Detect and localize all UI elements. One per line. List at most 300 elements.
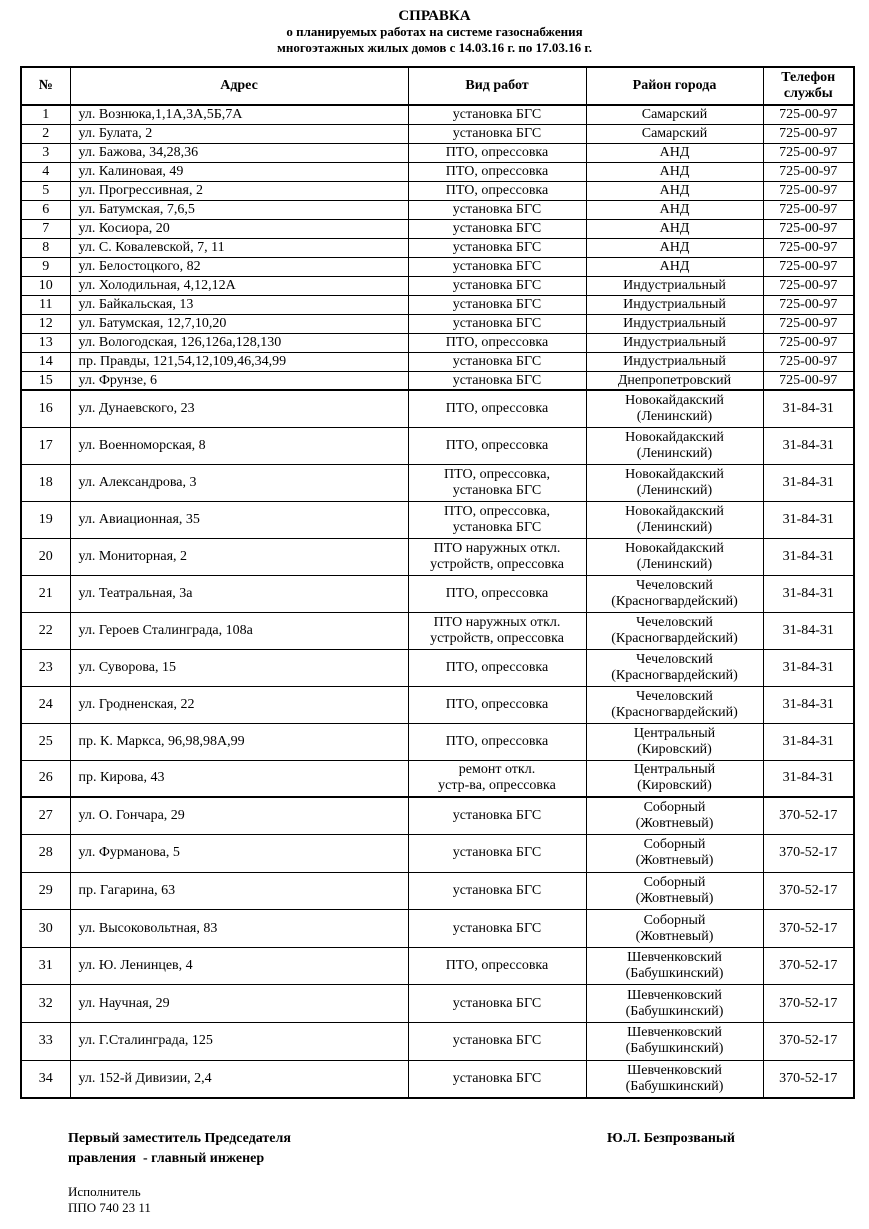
table-header-row <box>21 67 854 105</box>
row-work-type <box>408 985 586 1023</box>
row-work-type-line: устройств, опрессовка <box>430 556 564 572</box>
row-work-type <box>408 181 586 200</box>
table-row <box>21 295 854 314</box>
row-district-line: Новокайдакский <box>625 466 724 482</box>
row-work-type <box>408 390 586 427</box>
row-work-type-line: установка БГС <box>452 845 542 861</box>
row-work-type <box>408 314 586 333</box>
row-work-type-line: ремонт откл. <box>458 762 536 778</box>
row-work-type-line: установка БГС <box>452 221 542 236</box>
table-group-318431 <box>21 390 854 797</box>
row-district-line: Индустриальный <box>623 354 726 369</box>
row-district-line: (Ленинский) <box>636 408 713 424</box>
row-work-type <box>408 723 586 760</box>
document-header <box>0 8 869 56</box>
row-work-type <box>408 872 586 910</box>
row-district-line: АНД <box>659 145 690 160</box>
row-work-type-line: ПТО наружных откл. <box>433 614 561 630</box>
row-phone: 31-84-31 <box>763 723 854 760</box>
row-address: ул. Байкальская, 13 <box>70 295 408 314</box>
document-title: СПРАВКА <box>398 8 471 24</box>
row-phone: 370-52-17 <box>763 947 854 985</box>
row-address: ул. Холодильная, 4,12,12А <box>70 276 408 295</box>
row-district-line: (Красногвардейский) <box>611 593 738 609</box>
row-phone: 31-84-31 <box>763 390 854 427</box>
row-district-line: Чечеловский <box>636 614 713 630</box>
row-work-type <box>408 352 586 371</box>
row-number: 3 <box>21 143 70 162</box>
row-work-type <box>408 162 586 181</box>
row-work-type <box>408 575 586 612</box>
row-work-type <box>408 835 586 873</box>
row-address: ул. Научная, 29 <box>70 985 408 1023</box>
row-work-type <box>408 612 586 649</box>
row-work-type-line: установка БГС <box>452 240 542 255</box>
row-district <box>586 649 763 686</box>
row-number: 12 <box>21 314 70 333</box>
row-district-line: Индустриальный <box>623 316 726 331</box>
row-district <box>586 352 763 371</box>
row-phone: 370-52-17 <box>763 910 854 948</box>
row-number: 32 <box>21 985 70 1023</box>
row-phone: 725-00-97 <box>763 143 854 162</box>
row-address: ул. Дунаевского, 23 <box>70 390 408 427</box>
row-district <box>586 575 763 612</box>
executor-label: Исполнитель <box>68 1184 141 1199</box>
row-phone: 370-52-17 <box>763 985 854 1023</box>
row-phone: 370-52-17 <box>763 797 854 835</box>
row-work-type-line: ПТО, опрессовка <box>445 335 549 350</box>
row-district-line: (Бабушкинский) <box>625 1078 724 1094</box>
row-district <box>586 257 763 276</box>
row-district-line: Соборный <box>643 837 706 853</box>
row-work-type <box>408 947 586 985</box>
table-group-725 <box>21 105 854 390</box>
table-row <box>21 105 854 124</box>
row-number: 4 <box>21 162 70 181</box>
row-district <box>586 181 763 200</box>
row-district <box>586 143 763 162</box>
row-district-line: Чечеловский <box>636 577 713 593</box>
table-row <box>21 538 854 575</box>
table-row <box>21 947 854 985</box>
row-work-type <box>408 538 586 575</box>
row-district <box>586 295 763 314</box>
row-district-line: Новокайдакский <box>625 392 724 408</box>
row-district <box>586 835 763 873</box>
row-district-line: (Жовтневый) <box>635 816 714 832</box>
row-address: пр. Кирова, 43 <box>70 760 408 797</box>
table-row <box>21 612 854 649</box>
row-work-type-line: ПТО, опрессовка <box>445 164 549 179</box>
col-header-phone-line-1: Телефон <box>781 70 836 85</box>
row-number: 18 <box>21 464 70 501</box>
row-district-line: Индустриальный <box>623 297 726 312</box>
row-work-type <box>408 464 586 501</box>
table-row <box>21 985 854 1023</box>
col-header-district: Район города <box>586 67 763 105</box>
row-work-type-line: ПТО, опрессовка <box>445 585 549 601</box>
row-number: 33 <box>21 1023 70 1061</box>
row-phone: 725-00-97 <box>763 105 854 124</box>
table-group-3705217 <box>21 797 854 1098</box>
row-work-type <box>408 910 586 948</box>
row-address: ул. О. Гончара, 29 <box>70 797 408 835</box>
row-number: 19 <box>21 501 70 538</box>
executor-name: ППО 740 23 11 <box>68 1200 151 1215</box>
row-district-line: (Жовтневый) <box>635 928 714 944</box>
row-number: 27 <box>21 797 70 835</box>
row-district-line: АНД <box>659 202 690 217</box>
signer-name: Ю.Л. Безпрозваный <box>607 1131 735 1146</box>
row-phone: 725-00-97 <box>763 257 854 276</box>
row-number: 14 <box>21 352 70 371</box>
row-district <box>586 390 763 427</box>
row-district-line: (Кировский) <box>637 741 712 757</box>
row-address: ул. Театральная, 3а <box>70 575 408 612</box>
row-number: 2 <box>21 124 70 143</box>
row-district-line: Соборный <box>643 800 706 816</box>
table-row <box>21 760 854 797</box>
row-work-type-line: устр-ва, опрессовка <box>438 778 556 794</box>
row-district-line: Самарский <box>641 107 708 123</box>
row-district-line: (Красногвардейский) <box>611 704 738 720</box>
row-district-line: Индустриальный <box>623 278 726 293</box>
row-district <box>586 464 763 501</box>
row-work-type-line: устройств, опрессовка <box>430 630 564 646</box>
row-address: ул. Калиновая, 49 <box>70 162 408 181</box>
row-district-line: АНД <box>659 259 690 274</box>
row-address: ул. Прогрессивная, 2 <box>70 181 408 200</box>
row-work-type <box>408 295 586 314</box>
row-phone: 725-00-97 <box>763 333 854 352</box>
row-address: пр. Гагарина, 63 <box>70 872 408 910</box>
row-number: 24 <box>21 686 70 723</box>
row-work-type-line: установка БГС <box>452 259 542 274</box>
row-district-line: Шевченковский <box>627 1025 722 1041</box>
row-address: ул. Батумская, 12,7,10,20 <box>70 314 408 333</box>
row-phone: 370-52-17 <box>763 835 854 873</box>
row-district <box>586 371 763 390</box>
document-subtitle-line-1: о планируемых работах на системе газоснабжения <box>286 24 583 39</box>
row-work-type <box>408 1060 586 1098</box>
table-row <box>21 276 854 295</box>
row-district-line: Соборный <box>643 874 706 890</box>
row-work-type <box>408 143 586 162</box>
row-work-type <box>408 238 586 257</box>
row-work-type-line: ПТО, опрессовка <box>445 733 549 749</box>
row-number: 31 <box>21 947 70 985</box>
row-district-line: Самарский <box>641 126 708 141</box>
row-work-type-line: ПТО, опрессовка <box>445 400 549 416</box>
table-row <box>21 723 854 760</box>
row-district-line: Чечеловский <box>636 688 713 704</box>
row-address: пр. К. Маркса, 96,98,98А,99 <box>70 723 408 760</box>
row-work-type <box>408 1023 586 1061</box>
table-row <box>21 464 854 501</box>
document-subtitle-line-2: многоэтажных жилых домов с 14.03.16 г. по 17.03.16 г. <box>276 40 592 55</box>
row-number: 13 <box>21 333 70 352</box>
row-work-type-line: ПТО, опрессовка, <box>444 466 550 482</box>
row-number: 7 <box>21 219 70 238</box>
row-district-line: (Красногвардейский) <box>611 630 738 646</box>
row-number: 21 <box>21 575 70 612</box>
table-row <box>21 686 854 723</box>
row-phone: 725-00-97 <box>763 276 854 295</box>
table-row <box>21 371 854 390</box>
row-work-type-line: установка БГС <box>452 297 542 312</box>
row-address: ул. Фурманова, 5 <box>70 835 408 873</box>
row-number: 9 <box>21 257 70 276</box>
row-phone: 725-00-97 <box>763 124 854 143</box>
row-work-type <box>408 427 586 464</box>
row-address: ул. 152-й Дивизии, 2,4 <box>70 1060 408 1098</box>
row-work-type-line: ПТО, опрессовка <box>445 696 549 712</box>
table-row <box>21 238 854 257</box>
row-district <box>586 333 763 352</box>
row-number: 20 <box>21 538 70 575</box>
row-address: ул. Вознюка,1,1А,3А,5Б,7А <box>70 105 408 124</box>
row-address: ул. Г.Сталинграда, 125 <box>70 1023 408 1061</box>
row-district <box>586 947 763 985</box>
row-work-type-line: ПТО, опрессовка <box>445 145 549 160</box>
row-work-type <box>408 501 586 538</box>
row-work-type-line: установка БГС <box>452 1033 542 1049</box>
row-phone: 370-52-17 <box>763 872 854 910</box>
row-address: ул. Военноморская, 8 <box>70 427 408 464</box>
row-address: ул. Гродненская, 22 <box>70 686 408 723</box>
table-row <box>21 835 854 873</box>
row-district-line: Шевченковский <box>627 950 722 966</box>
signer-title-line-1: Первый заместитель Председателя <box>68 1131 291 1146</box>
row-number: 23 <box>21 649 70 686</box>
row-address: ул. Мониторная, 2 <box>70 538 408 575</box>
row-district <box>586 276 763 295</box>
row-phone: 31-84-31 <box>763 649 854 686</box>
row-phone: 370-52-17 <box>763 1023 854 1061</box>
row-work-type-line: установка БГС <box>452 372 542 388</box>
row-district <box>586 985 763 1023</box>
row-phone: 31-84-31 <box>763 464 854 501</box>
row-address: ул. Высоковольтная, 83 <box>70 910 408 948</box>
executor-block <box>68 1184 151 1216</box>
row-work-type <box>408 686 586 723</box>
row-district-line: Шевченковский <box>627 987 722 1003</box>
row-district <box>586 538 763 575</box>
row-work-type-line: установка БГС <box>452 808 542 824</box>
row-district <box>586 1023 763 1061</box>
table-row <box>21 143 854 162</box>
row-work-type <box>408 760 586 797</box>
row-phone: 725-00-97 <box>763 181 854 200</box>
row-address: ул. С. Ковалевской, 7, 11 <box>70 238 408 257</box>
row-phone: 725-00-97 <box>763 219 854 238</box>
row-district <box>586 200 763 219</box>
row-work-type <box>408 797 586 835</box>
row-district <box>586 162 763 181</box>
table-row <box>21 314 854 333</box>
row-phone: 725-00-97 <box>763 314 854 333</box>
signer-title <box>68 1129 291 1169</box>
table-row <box>21 200 854 219</box>
row-district <box>586 612 763 649</box>
table-row <box>21 352 854 371</box>
table-row <box>21 257 854 276</box>
row-district-line: Днепропетровский <box>617 372 732 388</box>
row-address: ул. Авиационная, 35 <box>70 501 408 538</box>
row-district-line: АНД <box>659 183 690 198</box>
row-work-type-line: установка БГС <box>452 995 542 1011</box>
table-row <box>21 427 854 464</box>
row-district <box>586 872 763 910</box>
table-row <box>21 333 854 352</box>
table-row <box>21 575 854 612</box>
row-district-line: АНД <box>659 164 690 179</box>
row-phone: 31-84-31 <box>763 427 854 464</box>
row-work-type <box>408 276 586 295</box>
row-phone: 31-84-31 <box>763 612 854 649</box>
row-number: 25 <box>21 723 70 760</box>
row-number: 5 <box>21 181 70 200</box>
row-number: 1 <box>21 105 70 124</box>
row-district <box>586 105 763 124</box>
row-district <box>586 219 763 238</box>
row-work-type-line: ПТО, опрессовка <box>445 958 549 974</box>
row-number: 22 <box>21 612 70 649</box>
row-district <box>586 238 763 257</box>
row-phone: 725-00-97 <box>763 371 854 390</box>
row-district <box>586 1060 763 1098</box>
row-address: ул. Ю. Ленинцев, 4 <box>70 947 408 985</box>
row-work-type-line: установка БГС <box>452 278 542 293</box>
row-district <box>586 314 763 333</box>
row-district-line: Индустриальный <box>623 335 726 350</box>
row-district <box>586 910 763 948</box>
row-district-line: Чечеловский <box>636 651 713 667</box>
row-address: ул. Бажова, 34,28,36 <box>70 143 408 162</box>
table-row <box>21 181 854 200</box>
table-row <box>21 219 854 238</box>
table-row <box>21 797 854 835</box>
row-district-line: (Ленинский) <box>636 445 713 461</box>
row-district-line: АНД <box>659 221 690 236</box>
row-phone: 725-00-97 <box>763 200 854 219</box>
row-number: 29 <box>21 872 70 910</box>
row-district-line: (Ленинский) <box>636 519 713 535</box>
row-work-type-line: установка БГС <box>452 316 542 331</box>
row-district-line: (Бабушкинский) <box>625 1003 724 1019</box>
row-district-line: Центральный <box>633 762 716 778</box>
row-district-line: Центральный <box>633 725 716 741</box>
row-address: ул. Вологодская, 126,126а,128,130 <box>70 333 408 352</box>
row-work-type-line: установка БГС <box>452 107 542 123</box>
row-work-type-line: установка БГС <box>452 482 542 498</box>
row-work-type-line: установка БГС <box>452 519 542 535</box>
col-header-phone-line-2: службы <box>783 86 833 101</box>
row-work-type-line: ПТО наружных откл. <box>433 540 561 556</box>
row-district <box>586 427 763 464</box>
row-work-type <box>408 124 586 143</box>
works-table <box>20 66 855 1099</box>
row-phone: 31-84-31 <box>763 760 854 797</box>
row-work-type-line: установка БГС <box>452 126 542 141</box>
table-row <box>21 649 854 686</box>
table-row <box>21 1060 854 1098</box>
row-district-line: (Бабушкинский) <box>625 966 724 982</box>
row-work-type-line: ПТО, опрессовка <box>445 183 549 198</box>
col-header-num: № <box>21 67 70 105</box>
row-number: 16 <box>21 390 70 427</box>
row-phone: 725-00-97 <box>763 238 854 257</box>
row-work-type-line: установка БГС <box>452 920 542 936</box>
table-row <box>21 390 854 427</box>
row-work-type <box>408 105 586 124</box>
row-work-type <box>408 219 586 238</box>
row-district <box>586 501 763 538</box>
row-district-line: Шевченковский <box>627 1062 722 1078</box>
table-row <box>21 501 854 538</box>
row-district-line: (Ленинский) <box>636 482 713 498</box>
row-address: ул. Суворова, 15 <box>70 649 408 686</box>
row-district <box>586 686 763 723</box>
row-work-type <box>408 333 586 352</box>
row-district-line: Новокайдакский <box>625 540 724 556</box>
row-phone: 31-84-31 <box>763 686 854 723</box>
row-number: 8 <box>21 238 70 257</box>
row-number: 15 <box>21 371 70 390</box>
row-address: ул. Косиора, 20 <box>70 219 408 238</box>
row-district <box>586 124 763 143</box>
row-district-line: (Жовтневый) <box>635 890 714 906</box>
table-row <box>21 910 854 948</box>
row-district-line: Соборный <box>643 912 706 928</box>
row-district <box>586 797 763 835</box>
row-work-type-line: установка БГС <box>452 202 542 217</box>
row-address: ул. Александрова, 3 <box>70 464 408 501</box>
row-number: 28 <box>21 835 70 873</box>
row-address: ул. Батумская, 7,6,5 <box>70 200 408 219</box>
row-number: 10 <box>21 276 70 295</box>
row-phone: 370-52-17 <box>763 1060 854 1098</box>
row-work-type-line: установка БГС <box>452 354 542 369</box>
table-row <box>21 872 854 910</box>
row-number: 30 <box>21 910 70 948</box>
row-phone: 31-84-31 <box>763 538 854 575</box>
row-address: ул. Фрунзе, 6 <box>70 371 408 390</box>
table-row <box>21 1023 854 1061</box>
row-number: 17 <box>21 427 70 464</box>
row-phone: 725-00-97 <box>763 295 854 314</box>
row-number: 34 <box>21 1060 70 1098</box>
table-row <box>21 162 854 181</box>
row-district-line: (Бабушкинский) <box>625 1041 724 1057</box>
row-district-line: (Ленинский) <box>636 556 713 572</box>
row-district <box>586 723 763 760</box>
row-work-type <box>408 371 586 390</box>
row-number: 6 <box>21 200 70 219</box>
row-phone: 31-84-31 <box>763 501 854 538</box>
row-number: 11 <box>21 295 70 314</box>
row-district-line: (Кировский) <box>637 778 712 794</box>
col-header-address: Адрес <box>70 67 408 105</box>
row-district-line: АНД <box>659 240 690 255</box>
row-work-type <box>408 257 586 276</box>
row-district-line: (Жовтневый) <box>635 853 714 869</box>
row-district-line: Новокайдакский <box>625 503 724 519</box>
col-header-phone <box>763 67 854 105</box>
row-number: 26 <box>21 760 70 797</box>
table-row <box>21 124 854 143</box>
